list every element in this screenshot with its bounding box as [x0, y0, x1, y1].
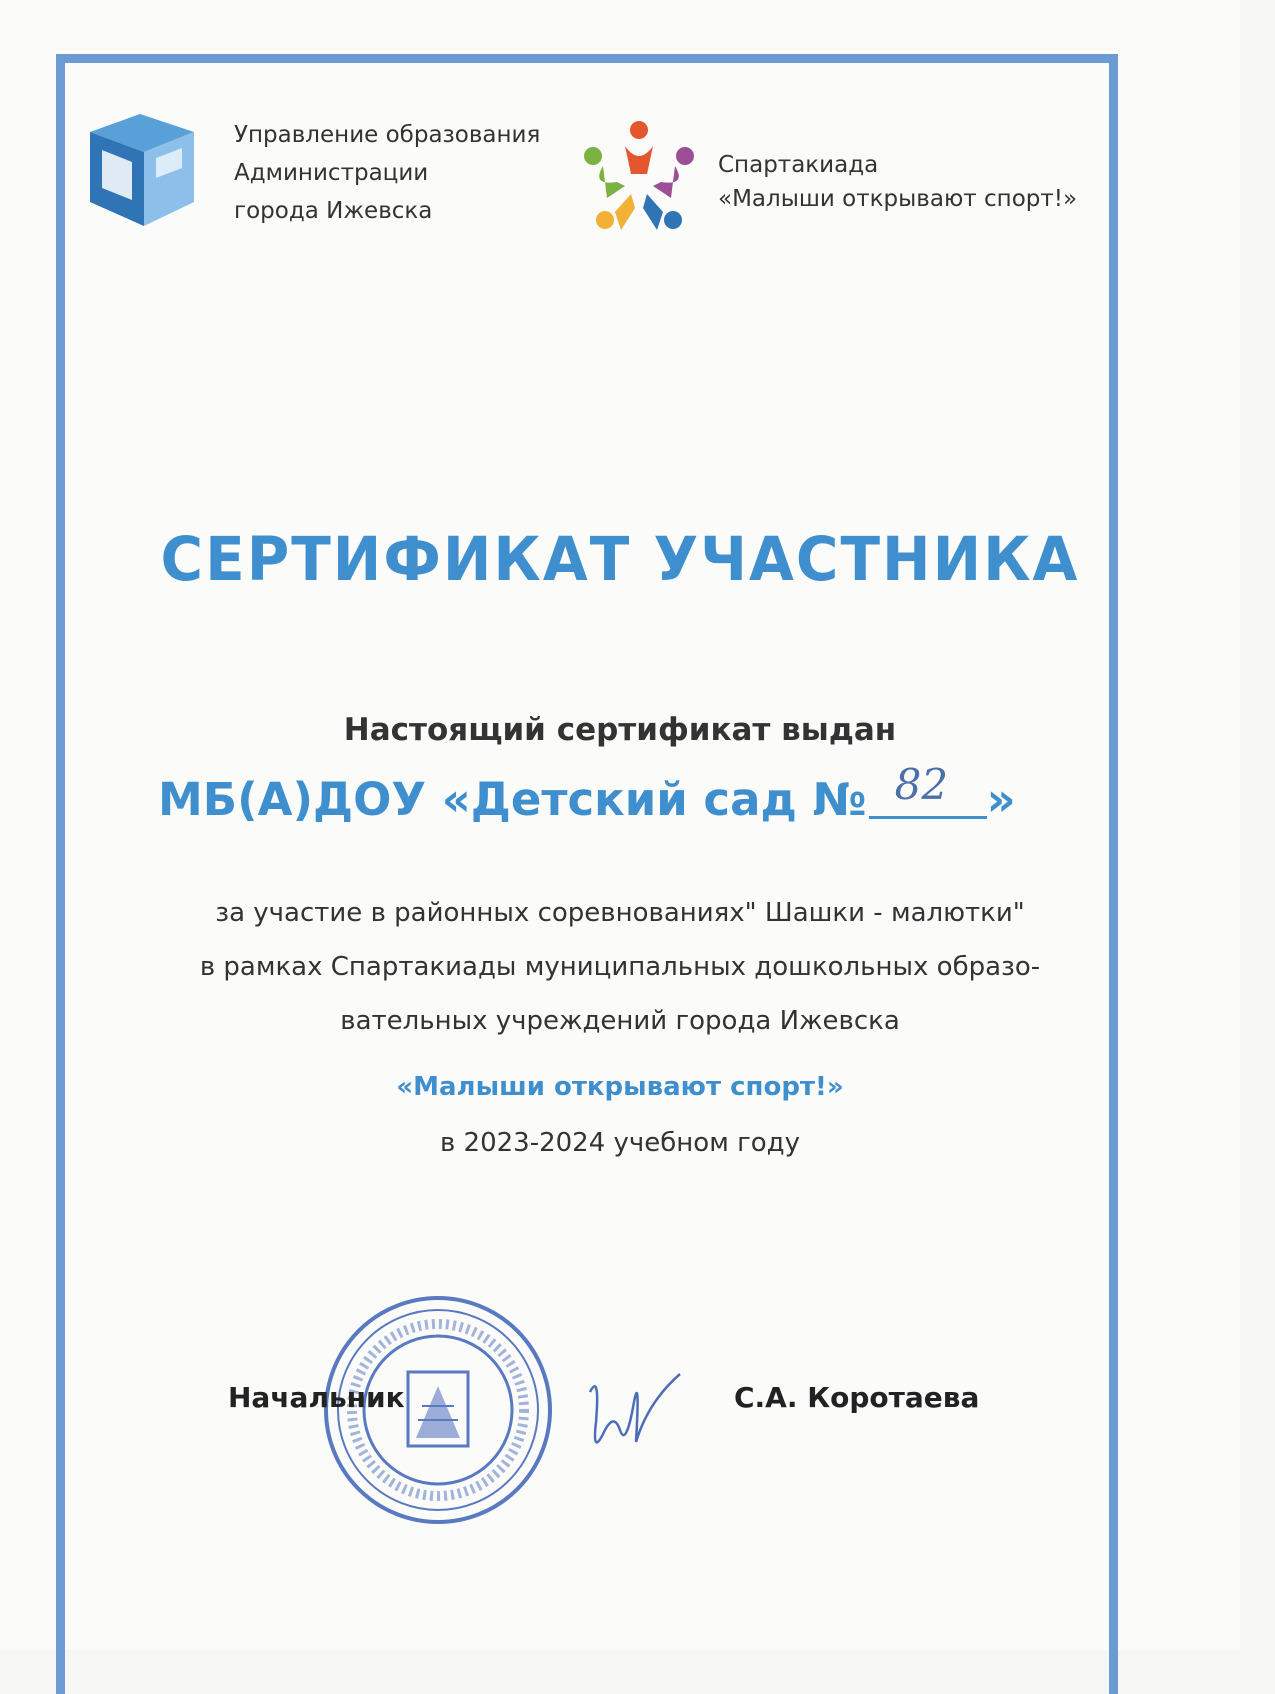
signatory-name: С.А. Коротаева — [734, 1381, 980, 1414]
handwritten-number: 82 — [894, 760, 949, 809]
sparta-line-1: Спартакиада — [718, 152, 879, 178]
signatory-position: Начальник — [228, 1381, 405, 1414]
body-line-1: за участие в районных соревнованиях" Шашки - малютки" — [215, 898, 1025, 928]
certificate-title: СЕРТИФИКАТ УЧАСТНИКА — [160, 523, 1080, 595]
body-line-3: вательных учреждений города Ижевска — [340, 1006, 900, 1036]
recipient-prefix: МБ(А)ДОУ «Детский сад № — [158, 773, 867, 826]
issued-to-label: Настоящий сертификат выдан — [343, 712, 897, 748]
spartakiad-logo — [577, 116, 701, 240]
org-line-1: Управление образования — [234, 122, 541, 148]
academic-year: в 2023-2024 учебном году — [439, 1128, 801, 1158]
spartakiad-motto: «Малыши открывают спорт!» — [396, 1072, 844, 1102]
organization-name — [234, 116, 540, 230]
body-line-2: в рамках Спартакиады муниципальных дошкольных образо- — [199, 952, 1041, 982]
spartakiad-name — [718, 148, 1077, 216]
recipient-line — [158, 760, 1016, 826]
org-line-2: Администрации — [234, 160, 429, 186]
recipient-suffix: » — [986, 773, 1016, 826]
handwritten-signature — [570, 1362, 690, 1472]
number-blank — [869, 760, 987, 819]
education-department-logo — [82, 110, 202, 230]
org-line-3: города Ижевска — [234, 198, 433, 224]
sparta-line-2: «Малыши открывают спорт!» — [718, 186, 1078, 212]
